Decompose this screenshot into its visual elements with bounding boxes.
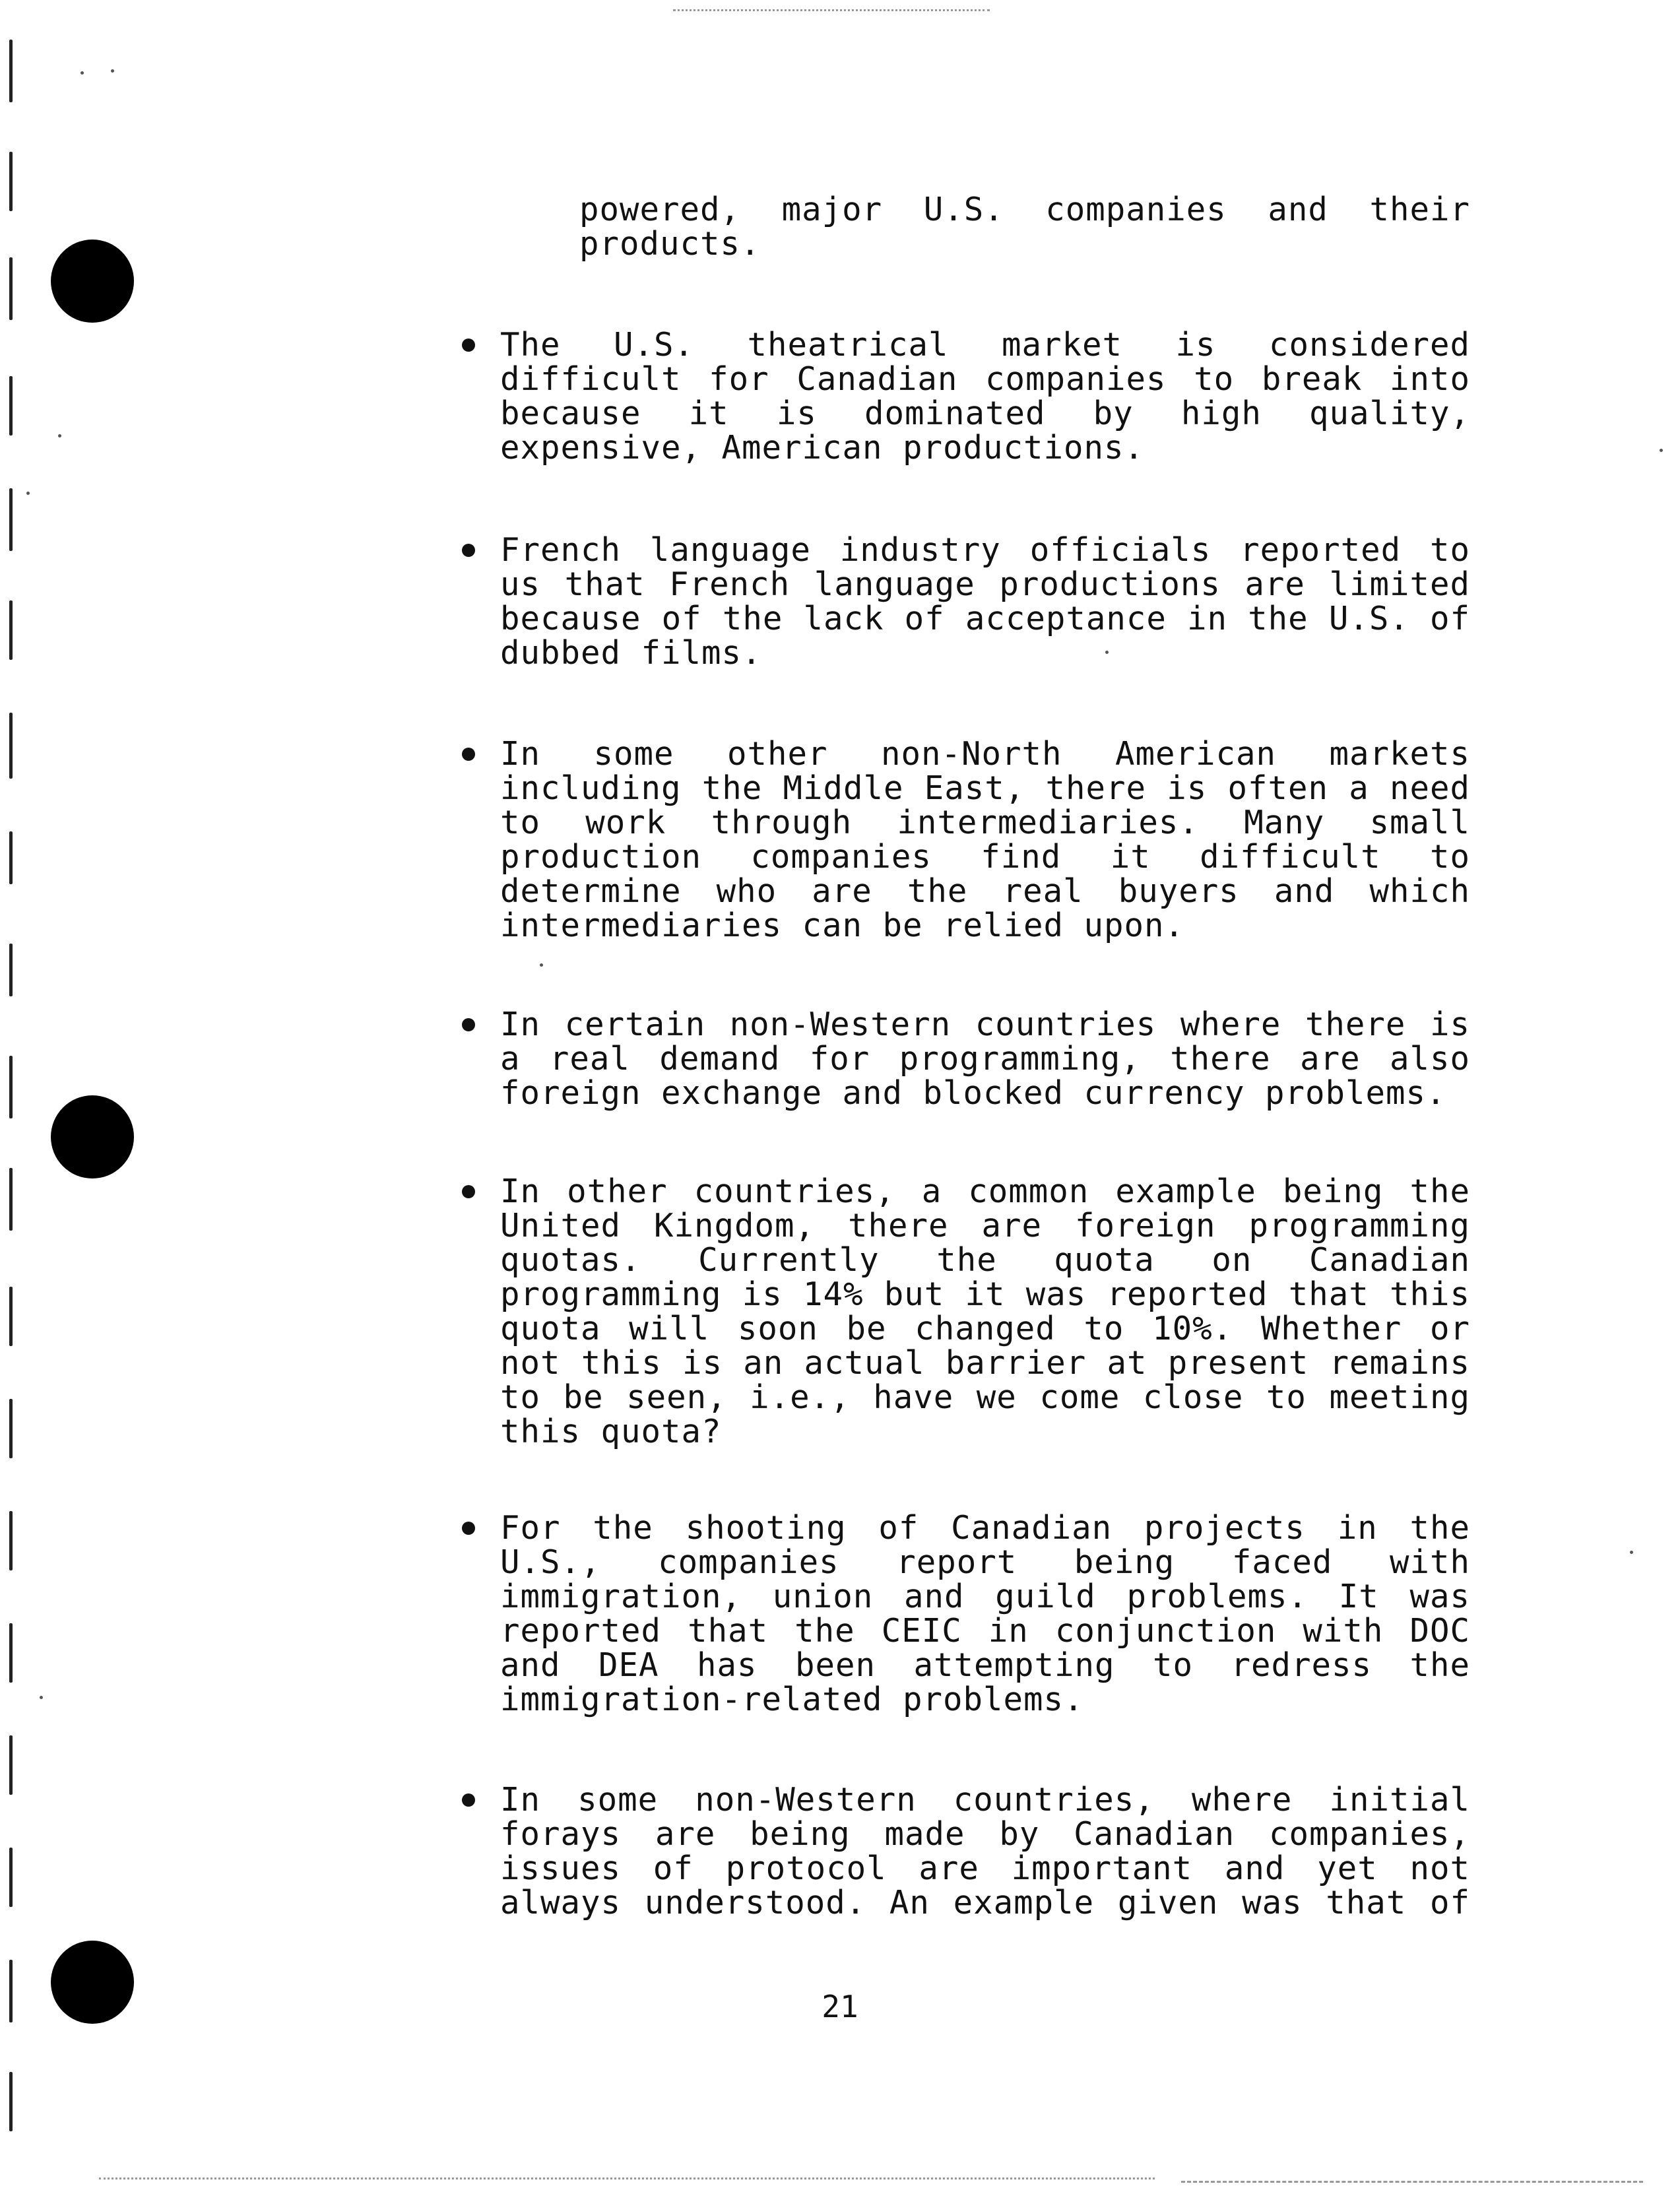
text-line: programming is 14% but it was reported that this bbox=[500, 1275, 1470, 1313]
bullet-text bbox=[500, 1175, 1470, 1449]
bullet-icon bbox=[462, 1793, 475, 1807]
scan-speck bbox=[111, 69, 114, 73]
scan-speck bbox=[40, 1696, 43, 1699]
text-line: to work through intermediaries. Many small bbox=[500, 804, 1470, 841]
scan-edge-mark bbox=[9, 1168, 13, 1231]
text-line: French language industry officials reported to bbox=[500, 531, 1470, 569]
text-line: U.S., companies report being faced with bbox=[500, 1543, 1470, 1581]
bullet-text bbox=[500, 1511, 1470, 1717]
text-line: In certain non-Western countries where there is bbox=[500, 1006, 1470, 1043]
scan-speck bbox=[81, 71, 84, 75]
text-line: this quota? bbox=[500, 1413, 722, 1450]
scan-edge-mark bbox=[9, 1511, 13, 1570]
text-line: a real demand for programming, there are also bbox=[500, 1040, 1470, 1078]
scan-edge-mark bbox=[9, 1287, 13, 1346]
binder-hole bbox=[51, 240, 134, 323]
text-line: dubbed films. bbox=[500, 634, 762, 672]
text-line: quotas. Currently the quota on Canadian bbox=[500, 1241, 1470, 1279]
scan-edge-mark bbox=[9, 713, 13, 779]
scan-speck bbox=[1630, 1551, 1633, 1554]
text-line: because it is dominated by high quality, bbox=[500, 395, 1470, 432]
scan-edge-mark bbox=[9, 1623, 13, 1683]
text-line: In other countries, a common example being the bbox=[500, 1173, 1470, 1210]
bullet-text bbox=[500, 328, 1470, 465]
bullet-text bbox=[500, 737, 1470, 943]
text-line: The U.S. theatrical market is considered bbox=[500, 326, 1470, 364]
bullet-text bbox=[500, 1783, 1470, 1920]
scan-speck bbox=[1660, 449, 1663, 452]
text-line: including the Middle East, there is often a need bbox=[500, 769, 1470, 807]
scan-edge-mark bbox=[9, 152, 13, 211]
text-line: because of the lack of acceptance in the U.S. of bbox=[500, 600, 1470, 637]
scan-artifact-line bbox=[1181, 2181, 1643, 2183]
scan-edge-mark bbox=[9, 40, 13, 102]
text-line: intermediaries can be relied upon. bbox=[500, 907, 1185, 944]
scan-edge-mark bbox=[9, 831, 13, 884]
bullet-icon bbox=[462, 544, 475, 557]
page-number: 21 bbox=[822, 1989, 858, 2024]
text-line: In some non-Western countries, where initial bbox=[500, 1781, 1470, 1819]
text-line: For the shooting of Canadian projects in the bbox=[500, 1509, 1470, 1547]
text-line: powered, major U.S. companies and their bbox=[579, 191, 1470, 228]
text-line: issues of protocol are important and yet not bbox=[500, 1850, 1470, 1887]
scan-edge-mark bbox=[9, 1735, 13, 1795]
text-line: products. bbox=[579, 225, 761, 263]
text-line: forays are being made by Canadian companies, bbox=[500, 1815, 1470, 1853]
text-line: immigration, union and guild problems. It was bbox=[500, 1578, 1470, 1615]
scan-edge-mark bbox=[9, 488, 13, 551]
scan-edge-mark bbox=[9, 1848, 13, 1907]
scan-artifact-line bbox=[99, 2178, 1155, 2179]
bullet-icon bbox=[462, 1522, 475, 1535]
text-line: always understood. An example given was that of bbox=[500, 1884, 1470, 1921]
text-line: In some other non-North American markets bbox=[500, 735, 1470, 773]
text-line: expensive, American productions. bbox=[500, 429, 1145, 467]
scan-speck bbox=[26, 492, 30, 495]
scan-edge-mark bbox=[9, 1399, 13, 1458]
text-line: immigration-related problems. bbox=[500, 1681, 1084, 1718]
scan-edge-mark bbox=[9, 376, 13, 436]
text-line: production companies find it difficult to bbox=[500, 838, 1470, 876]
bullet-icon bbox=[462, 339, 475, 352]
text-line: us that French language productions are limited bbox=[500, 565, 1470, 603]
scan-edge-mark bbox=[9, 257, 13, 320]
continuation-paragraph bbox=[579, 193, 1470, 261]
text-line: United Kingdom, there are foreign programming bbox=[500, 1207, 1470, 1244]
bullet-icon bbox=[462, 1185, 475, 1198]
scan-edge-mark bbox=[9, 1056, 13, 1118]
bullet-text bbox=[500, 1008, 1470, 1111]
text-line: quota will soon be changed to 10%. Whether or bbox=[500, 1310, 1470, 1347]
bullet-icon bbox=[462, 1018, 475, 1031]
text-line: determine who are the real buyers and which bbox=[500, 872, 1470, 910]
text-line: and DEA has been attempting to redress the bbox=[500, 1646, 1470, 1684]
text-line: foreign exchange and blocked currency problems. bbox=[500, 1074, 1446, 1112]
scan-edge-mark bbox=[9, 944, 13, 996]
scan-edge-mark bbox=[9, 600, 13, 660]
scan-speck bbox=[540, 963, 543, 967]
scan-artifact-line bbox=[673, 9, 990, 11]
text-line: difficult for Canadian companies to break into bbox=[500, 360, 1470, 398]
bullet-icon bbox=[462, 748, 475, 761]
text-line: not this is an actual barrier at present remains bbox=[500, 1344, 1470, 1382]
binder-hole bbox=[51, 1095, 134, 1178]
text-line: to be seen, i.e., have we come close to meeting bbox=[500, 1378, 1470, 1416]
scan-edge-mark bbox=[9, 2072, 13, 2131]
text-line: reported that the CEIC in conjunction with DOC bbox=[500, 1612, 1470, 1650]
scan-speck bbox=[58, 434, 61, 437]
bullet-text bbox=[500, 533, 1470, 670]
